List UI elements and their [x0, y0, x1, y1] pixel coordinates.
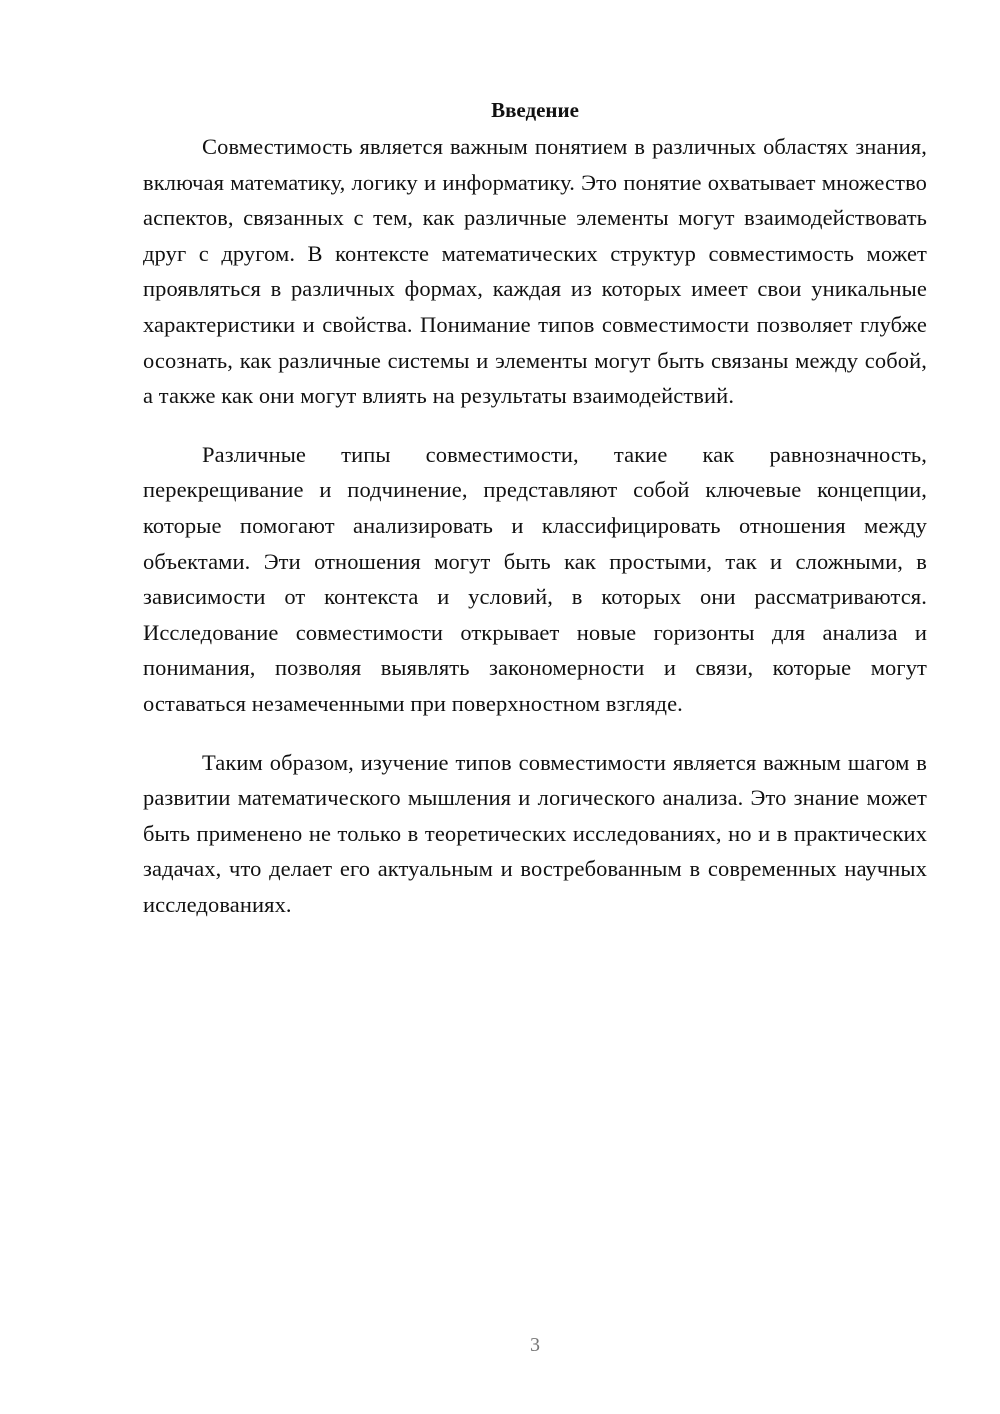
page-number: 3: [530, 1334, 540, 1356]
paragraph-2: Различные типы совместимости, такие как равнозначность, перекрещивание и подчинение, представляют собой ключевые концепции, которые помогают анализировать и классифицировать отношения между объектами. Эти отношения могут быть как простыми, так и сложными, в зависимости от контекста и условий, в которых они рассматриваются. Исследование совместимости открывает новые горизонты для анализа и понимания, позволяя выявлять закономерности и связи, которые могут оставаться незамеченными при поверхностном взгляде.: [143, 441, 927, 716]
paragraph-1: Совместимость является важным понятием в различных областях знания, включая математику, логику и информатику. Это понятие охватывает множество аспектов, связанных с тем, как различные элементы могут взаимодействовать друг с другом. В контексте математических структур совместимость может проявляться в различных формах, каждая из которых имеет свои уникальные характеристики и свойства. Понимание типов совместимости позволяет глубже осознать, как различные системы и элементы могут быть связаны между собой, а также как они могут влиять на результаты взаимодействий.: [143, 134, 927, 409]
section-heading: Введение: [491, 98, 579, 122]
paragraph-3: Таким образом, изучение типов совместимости является важным шагом в развитии математического мышления и логического анализа. Это знание может быть применено не только в теоретических исследованиях, но и в практических задачах, что делает его актуальным и востребованным в современных научных исследованиях.: [143, 749, 927, 917]
page-content: [143, 92, 927, 945]
